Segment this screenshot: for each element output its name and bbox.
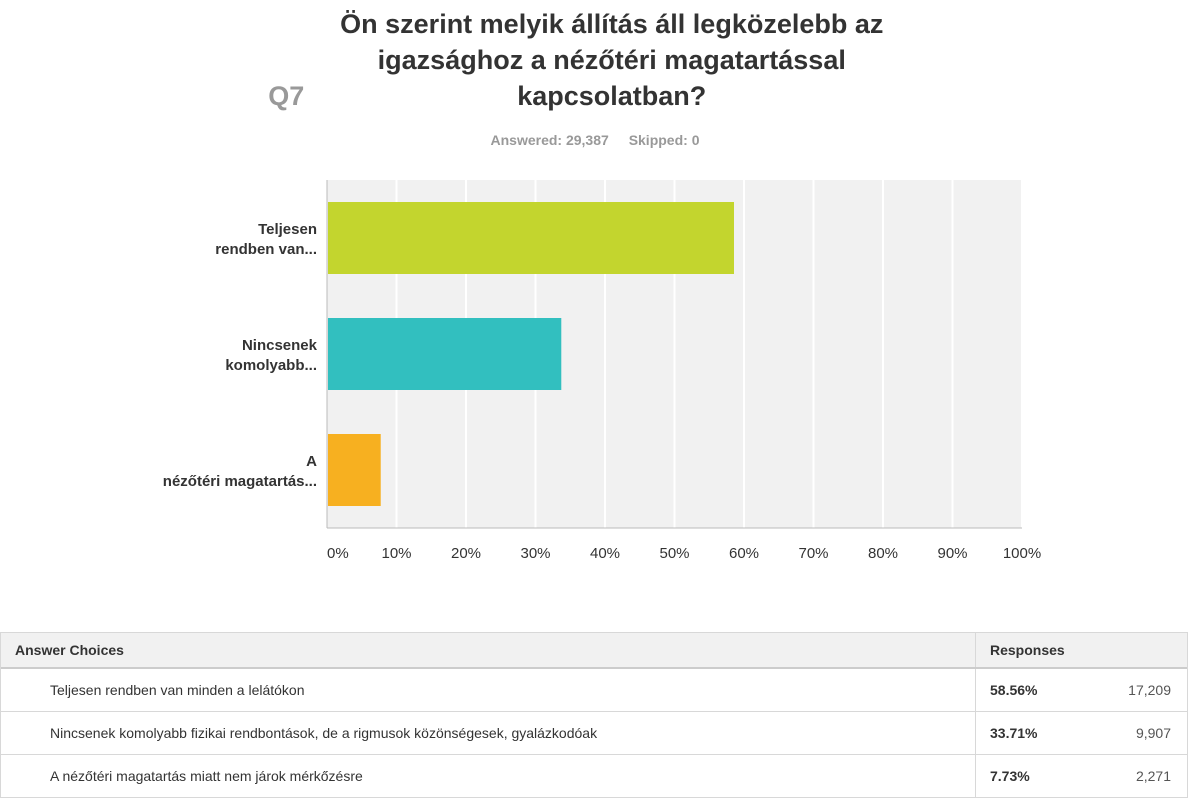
responses-table xyxy=(0,632,1188,798)
x-tick-label: 0% xyxy=(327,545,349,562)
x-tick-label: 50% xyxy=(659,545,690,562)
x-tick-label: 10% xyxy=(381,545,412,562)
y-tick-label: Nincsenek komolyabb... xyxy=(225,337,317,374)
skipped-count: Skipped: 0 xyxy=(628,132,700,148)
table-row xyxy=(1,669,1187,712)
x-tick-label: 20% xyxy=(450,545,482,562)
x-tick-label: 40% xyxy=(589,545,621,562)
bar xyxy=(328,318,561,390)
answered-count: Answered: 29,387 xyxy=(490,132,609,148)
x-tick-label: 90% xyxy=(937,545,968,562)
choice-count: 17,209 xyxy=(1128,682,1171,698)
choice-percent: 7.73% xyxy=(990,768,1030,784)
y-tick-label: A nézőtéri magatartás... xyxy=(162,453,317,490)
choice-count: 2,271 xyxy=(1135,768,1171,784)
choice-label: A nézőtéri magatartás miatt nem járok mérkőzésre xyxy=(1,755,976,797)
x-tick-label: 30% xyxy=(520,545,551,562)
choice-percent: 58.56% xyxy=(990,682,1038,698)
table-row xyxy=(1,712,1187,755)
choice-label: Teljesen rendben van minden a lelátókon xyxy=(1,669,976,711)
header-answer-choices: Answer Choices xyxy=(1,633,976,667)
choice-label: Nincsenek komolyabb fizikai rendbontások, de a rigmusok közönségesek, gyalázkodóak xyxy=(1,712,976,754)
x-tick-label: 70% xyxy=(798,545,829,562)
y-tick-label: Teljesen rendben van... xyxy=(215,221,317,258)
x-tick-label: 60% xyxy=(728,545,760,562)
x-tick-label: 100% xyxy=(1002,545,1042,562)
table-header xyxy=(1,633,1187,669)
header-responses: Responses xyxy=(990,642,1065,658)
choice-percent: 33.71% xyxy=(990,725,1038,741)
x-tick-label: 80% xyxy=(867,545,899,562)
question-text: Ön szerint melyik állítás áll legközelebb az igazsághoz a nézőtéri magatartással kapcsolatban? xyxy=(340,9,884,111)
bar xyxy=(328,202,734,274)
bar xyxy=(328,434,381,506)
choice-count: 9,907 xyxy=(1135,725,1171,741)
question-number: Q7 xyxy=(268,81,305,111)
